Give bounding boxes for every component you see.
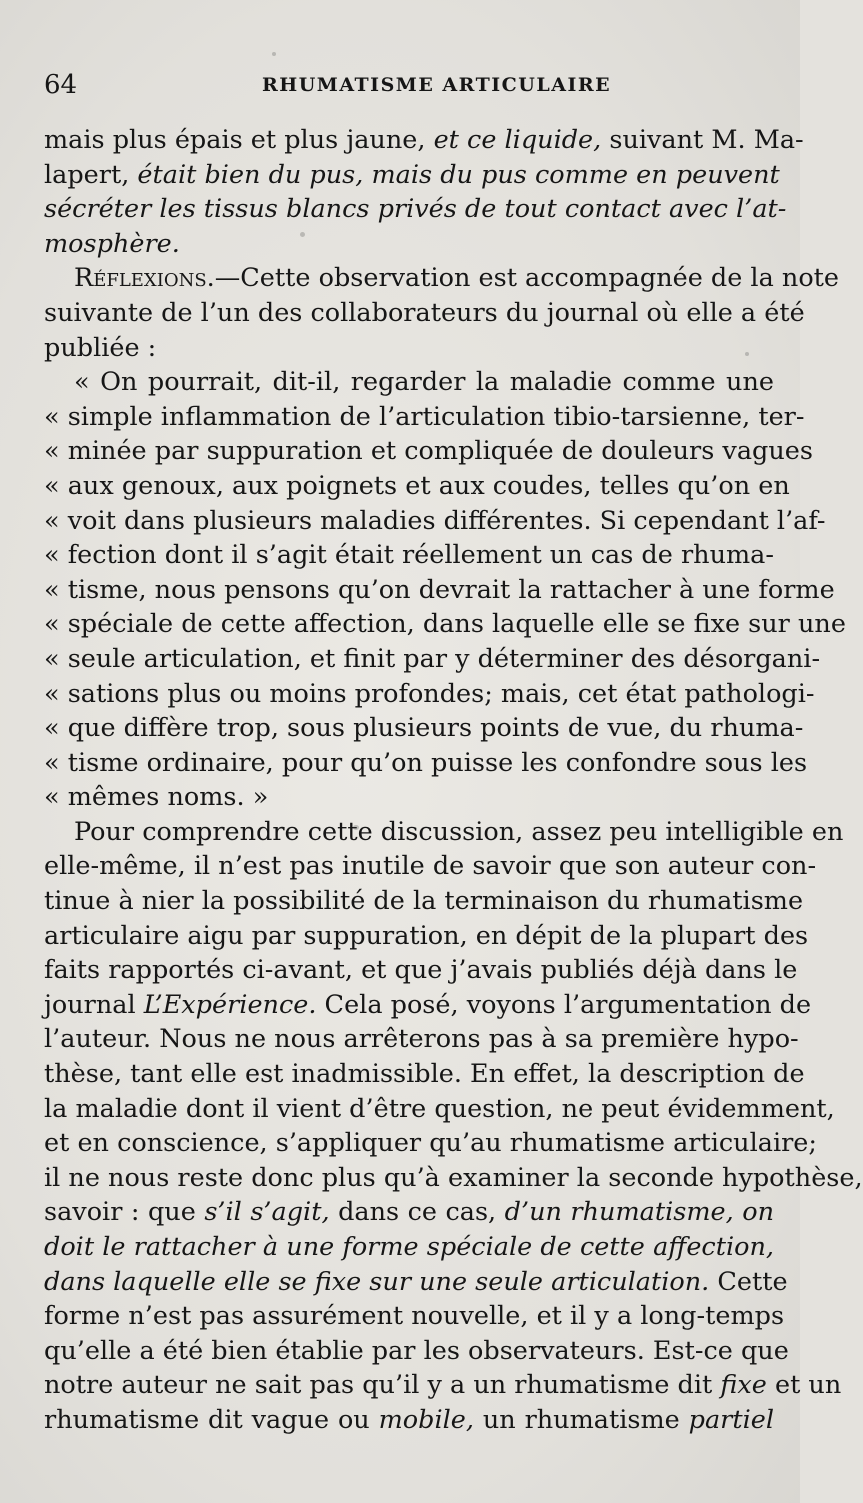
italic-run: L’Expérience. — [143, 989, 317, 1020]
paper-speck — [745, 352, 749, 356]
text-run: il ne nous reste donc plus qu’à examiner la seconde hypothèse, — [44, 1162, 863, 1193]
text-line — [44, 988, 812, 1023]
text-run: « mêmes noms. » — [44, 782, 269, 813]
text-line — [44, 1299, 785, 1334]
text-line — [44, 296, 805, 331]
text-line — [44, 1403, 774, 1438]
italic-run: était bien du pus, mais du pus comme en peuvent — [137, 159, 780, 190]
text-run: dans ce cas, — [329, 1197, 505, 1228]
text-run: « spéciale de cette affection, dans laquelle elle se fixe sur une — [44, 609, 846, 640]
italic-run: sécréter les tissus blancs privés de tout contact avec l’at- — [44, 194, 787, 225]
text-line — [44, 1265, 788, 1300]
text-line — [44, 504, 826, 539]
italic-run: mosphère. — [44, 228, 180, 259]
body-text — [44, 123, 863, 1438]
text-line — [44, 261, 840, 296]
text-run: « aux genoux, aux poignets et aux coudes, telles qu’on en — [44, 470, 790, 501]
text-line — [44, 1092, 835, 1127]
text-run: journal — [44, 989, 144, 1020]
italic-run: et ce liquide, — [433, 125, 602, 155]
text-line — [44, 1057, 805, 1092]
text-line — [44, 1368, 842, 1403]
text-run: « tisme, nous pensons qu’on devrait la rattacher à une forme — [44, 574, 835, 605]
text-run: l’auteur. Nous ne nous arrêterons pas à sa première hypo- — [44, 1024, 799, 1055]
small-caps-run: Réflexions. — [74, 263, 215, 294]
text-run: « simple inflammation de l’articulation tibio-tarsienne, ter- — [44, 401, 805, 432]
text-line — [44, 123, 804, 158]
text-run: « On pourrait, dit-il, regarder la maladie comme une — [74, 367, 774, 398]
text-line — [44, 400, 805, 435]
text-run: publiée : — [44, 332, 157, 363]
text-line — [44, 1022, 799, 1057]
text-line — [44, 227, 774, 262]
text-run: notre auteur ne sait pas qu’il y a un rhumatisme dit — [44, 1370, 721, 1401]
paper-speck — [300, 232, 305, 237]
text-run: savoir : que — [44, 1197, 205, 1228]
text-run: la maladie dont il vient d’être question, ne peut évidemment, — [44, 1093, 835, 1124]
text-run: mais plus épais et plus jaune, — [44, 125, 434, 155]
text-run: thèse, tant elle est inadmissible. En effet, la description de — [44, 1059, 805, 1090]
text-line — [44, 677, 815, 712]
text-line — [44, 1161, 863, 1196]
text-line — [44, 192, 787, 227]
text-run: Pour comprendre cette discussion, assez peu intelligible en — [74, 816, 844, 847]
text-line — [44, 849, 817, 884]
italic-run: partiel — [688, 1404, 774, 1435]
italic-run: s’il s’agit, — [204, 1197, 330, 1228]
text-line — [44, 746, 808, 781]
text-run: et un — [766, 1370, 842, 1401]
italic-run: mobile, — [378, 1404, 474, 1435]
page-number: 64 — [44, 70, 78, 100]
text-run: et en conscience, s’appliquer qu’au rhumatisme articulaire; — [44, 1128, 817, 1159]
text-run: un rhumatisme — [473, 1404, 689, 1435]
text-line — [44, 434, 813, 469]
paper-speck — [272, 52, 276, 56]
text-run: Cela posé, voyons l’argumentation de — [316, 989, 812, 1020]
text-line — [44, 711, 804, 746]
text-run: tinue à nier la possibilité de la terminaison du rhumatisme — [44, 886, 804, 917]
text-line — [44, 780, 774, 815]
text-run: suivante de l’un des collaborateurs du journal où elle a été — [44, 297, 805, 328]
text-run: « minée par suppuration et compliquée de douleurs vagues — [44, 436, 813, 467]
text-line — [44, 815, 844, 850]
text-line — [44, 538, 774, 573]
italic-run: d’un rhumatisme, on — [504, 1197, 774, 1228]
text-line — [44, 365, 774, 400]
text-run: qu’elle a été bien établie par les observateurs. Est-ce que — [44, 1335, 789, 1366]
text-run: faits rapportés ci-avant, et que j’avais publiés déjà dans le — [44, 955, 798, 986]
text-line — [44, 1230, 774, 1265]
text-line — [44, 573, 835, 608]
text-line — [44, 1195, 774, 1230]
text-line — [44, 642, 821, 677]
running-title: RHUMATISME ARTICULAIRE — [262, 74, 612, 96]
text-line — [44, 919, 809, 954]
text-line — [44, 607, 846, 642]
text-run: « seule articulation, et finit par y déterminer des désorgani- — [44, 643, 821, 674]
text-run: rhumatisme dit vague ou — [44, 1404, 379, 1435]
text-run: « sations plus ou moins profondes; mais, cet état pathologi- — [44, 678, 815, 709]
text-run: Cette — [709, 1266, 788, 1297]
text-run: —Cette observation est accompagnée de la note — [214, 263, 840, 294]
text-run: « voit dans plusieurs maladies différentes. Si cependant l’af- — [44, 505, 826, 536]
text-line — [44, 331, 774, 366]
text-run: forme n’est pas assurément nouvelle, et il y a long-temps — [44, 1301, 785, 1332]
text-line — [44, 158, 780, 193]
italic-run: doit le rattacher à une forme spéciale de cette affection, — [44, 1232, 774, 1262]
text-run: « que diffère trop, sous plusieurs points de vue, du rhuma- — [44, 713, 804, 744]
text-line — [44, 953, 798, 988]
text-run: elle-même, il n’est pas inutile de savoir que son auteur con- — [44, 851, 817, 882]
text-run: « tisme ordinaire, pour qu’on puisse les confondre sous les — [44, 747, 808, 778]
italic-run: dans laquelle elle se fixe sur une seule articulation. — [44, 1266, 710, 1297]
text-line — [44, 884, 804, 919]
text-run: « fection dont il s’agit était réellement un cas de rhuma- — [44, 540, 774, 571]
text-run: lapert, — [44, 159, 138, 190]
paper-speck — [353, 825, 359, 830]
text-run: suivant M. Ma- — [601, 125, 804, 155]
text-run: articulaire aigu par suppuration, en dépit de la plupart des — [44, 920, 809, 951]
text-line — [44, 1126, 817, 1161]
text-line — [44, 469, 790, 504]
italic-run: fixe — [720, 1370, 767, 1401]
text-line — [44, 1334, 789, 1369]
